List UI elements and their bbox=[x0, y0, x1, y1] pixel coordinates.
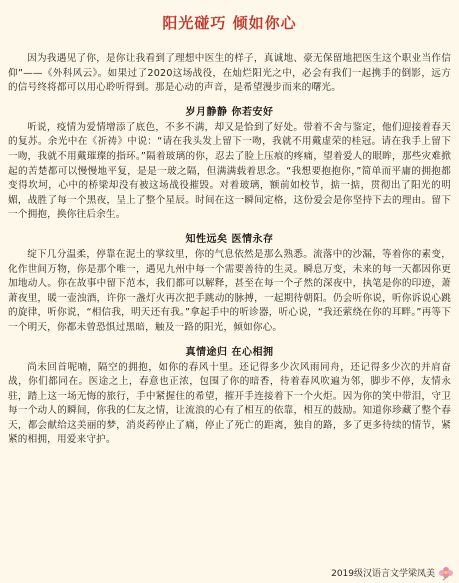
section-heading-2: 知性远矣 医情永存 bbox=[185, 233, 274, 245]
author-signature: 2019级汉语言文学梁凤美 bbox=[331, 569, 435, 579]
section-paragraph-1: 听说，疫情为爱情增添了底色，不多不满，却又是恰到了好处。带着不舍与鉴定，他们迎接着春天的复苏。余光中在《祈祷》中说：“请在我头发上留下一吻，我就不用戴虚荣的桂冠。请在我手上留下一吻，我就不用戴璀璨的指环。”隔着玻璃的你，忍去了脸上压痕的疼痛，望着爱人的眼眸，那些灾难掀起的苦楚都可以慢慢地平复，是是一玻之隔，但满满载着思念。“我想要抱抱你，”简单而平庸的拥抱都变得坎坷，心中的桥梁却没有被这场战役摧毁。对着玻璃，额前如校节，掂一掂，贯彻出了阳光的明媚，战胜了每一个黑夜，呈上了整个星辰。时间在这一瞬间定格，这份爱会是你坚持下去的理由。留下一个拥抱，换你往后余生。 bbox=[8, 121, 451, 221]
section-paragraph-2: 绽下几分温柔，停靠在泥土的掌纹里，你的气息依然是那么熟悉。流落中的沙漏，等着你的素变，化作世间万物，你是那个唯一，遇见九州中每一个需要善待的生灵。瞬息万变，未来的每一天都因你更加地动人。你在故事中留下范本，我们都可以解释，甚至在每一个孑然的深夜中，执笔是你的印迹，萧萧夜里，暖一壶浊酒，许你一盏灯火再次把手跳动的脉搏，一起期待朝阳。仍会听你说，听你诉说心跳的旋律，听你说，“相信我，明天还有我。”拿起手中的听诊器，听心说，“我还萦绕在你的耳畔。”再等下一个明天，你都未曾恐惧过黑暗，触及一路的阳光，倾如你心。 bbox=[8, 248, 451, 333]
section-heading-1: 岁月静静 你若安好 bbox=[185, 106, 274, 118]
section-heading-3: 真情途归 在心相拥 bbox=[185, 346, 274, 358]
flower-decoration-icon bbox=[437, 565, 455, 581]
intro-paragraph: 因为我遇见了你，是你让我看到了理想中医生的样子，真诚地、豪无保留地把医生这个职业当作信仰”——《外科风云》。如果过了2020这场战役，在灿烂阳光之中，必会有我们一起携手的倒影，远方的信号终将都可以用心聆听得到。那是心动的声音，是希望漫步而来的曙光。 bbox=[8, 53, 451, 94]
article-title: 阳光碰巧 倾如你心 bbox=[162, 14, 297, 32]
section-paragraph-3: 尚未回首呢喃，隔空的拥抱，如你的春风十里。还记得多少次风雨同舟，还记得多少次的并肩奋战，你们都同在。医途之上，春意也正浓，包围了你的暗香，待着春风吹遍为邻，脚步不停，友情永驻，踏上这一场无悔的旅行，手中紧握住的希望，摧开手连接着下一个火炬。因为你的笑中带泪，守卫每一个动人的瞬间，你我的仁友之情，让流浪的心有了相互的依靠，相互的鼓励。知道你珍藏了整个春天，都会献给这美丽的梦，消炎药停止了痛，停止了死亡的距离，独自的路，多了更多待续的情节，紧紧的相拥，用爱来守护。 bbox=[8, 361, 451, 446]
